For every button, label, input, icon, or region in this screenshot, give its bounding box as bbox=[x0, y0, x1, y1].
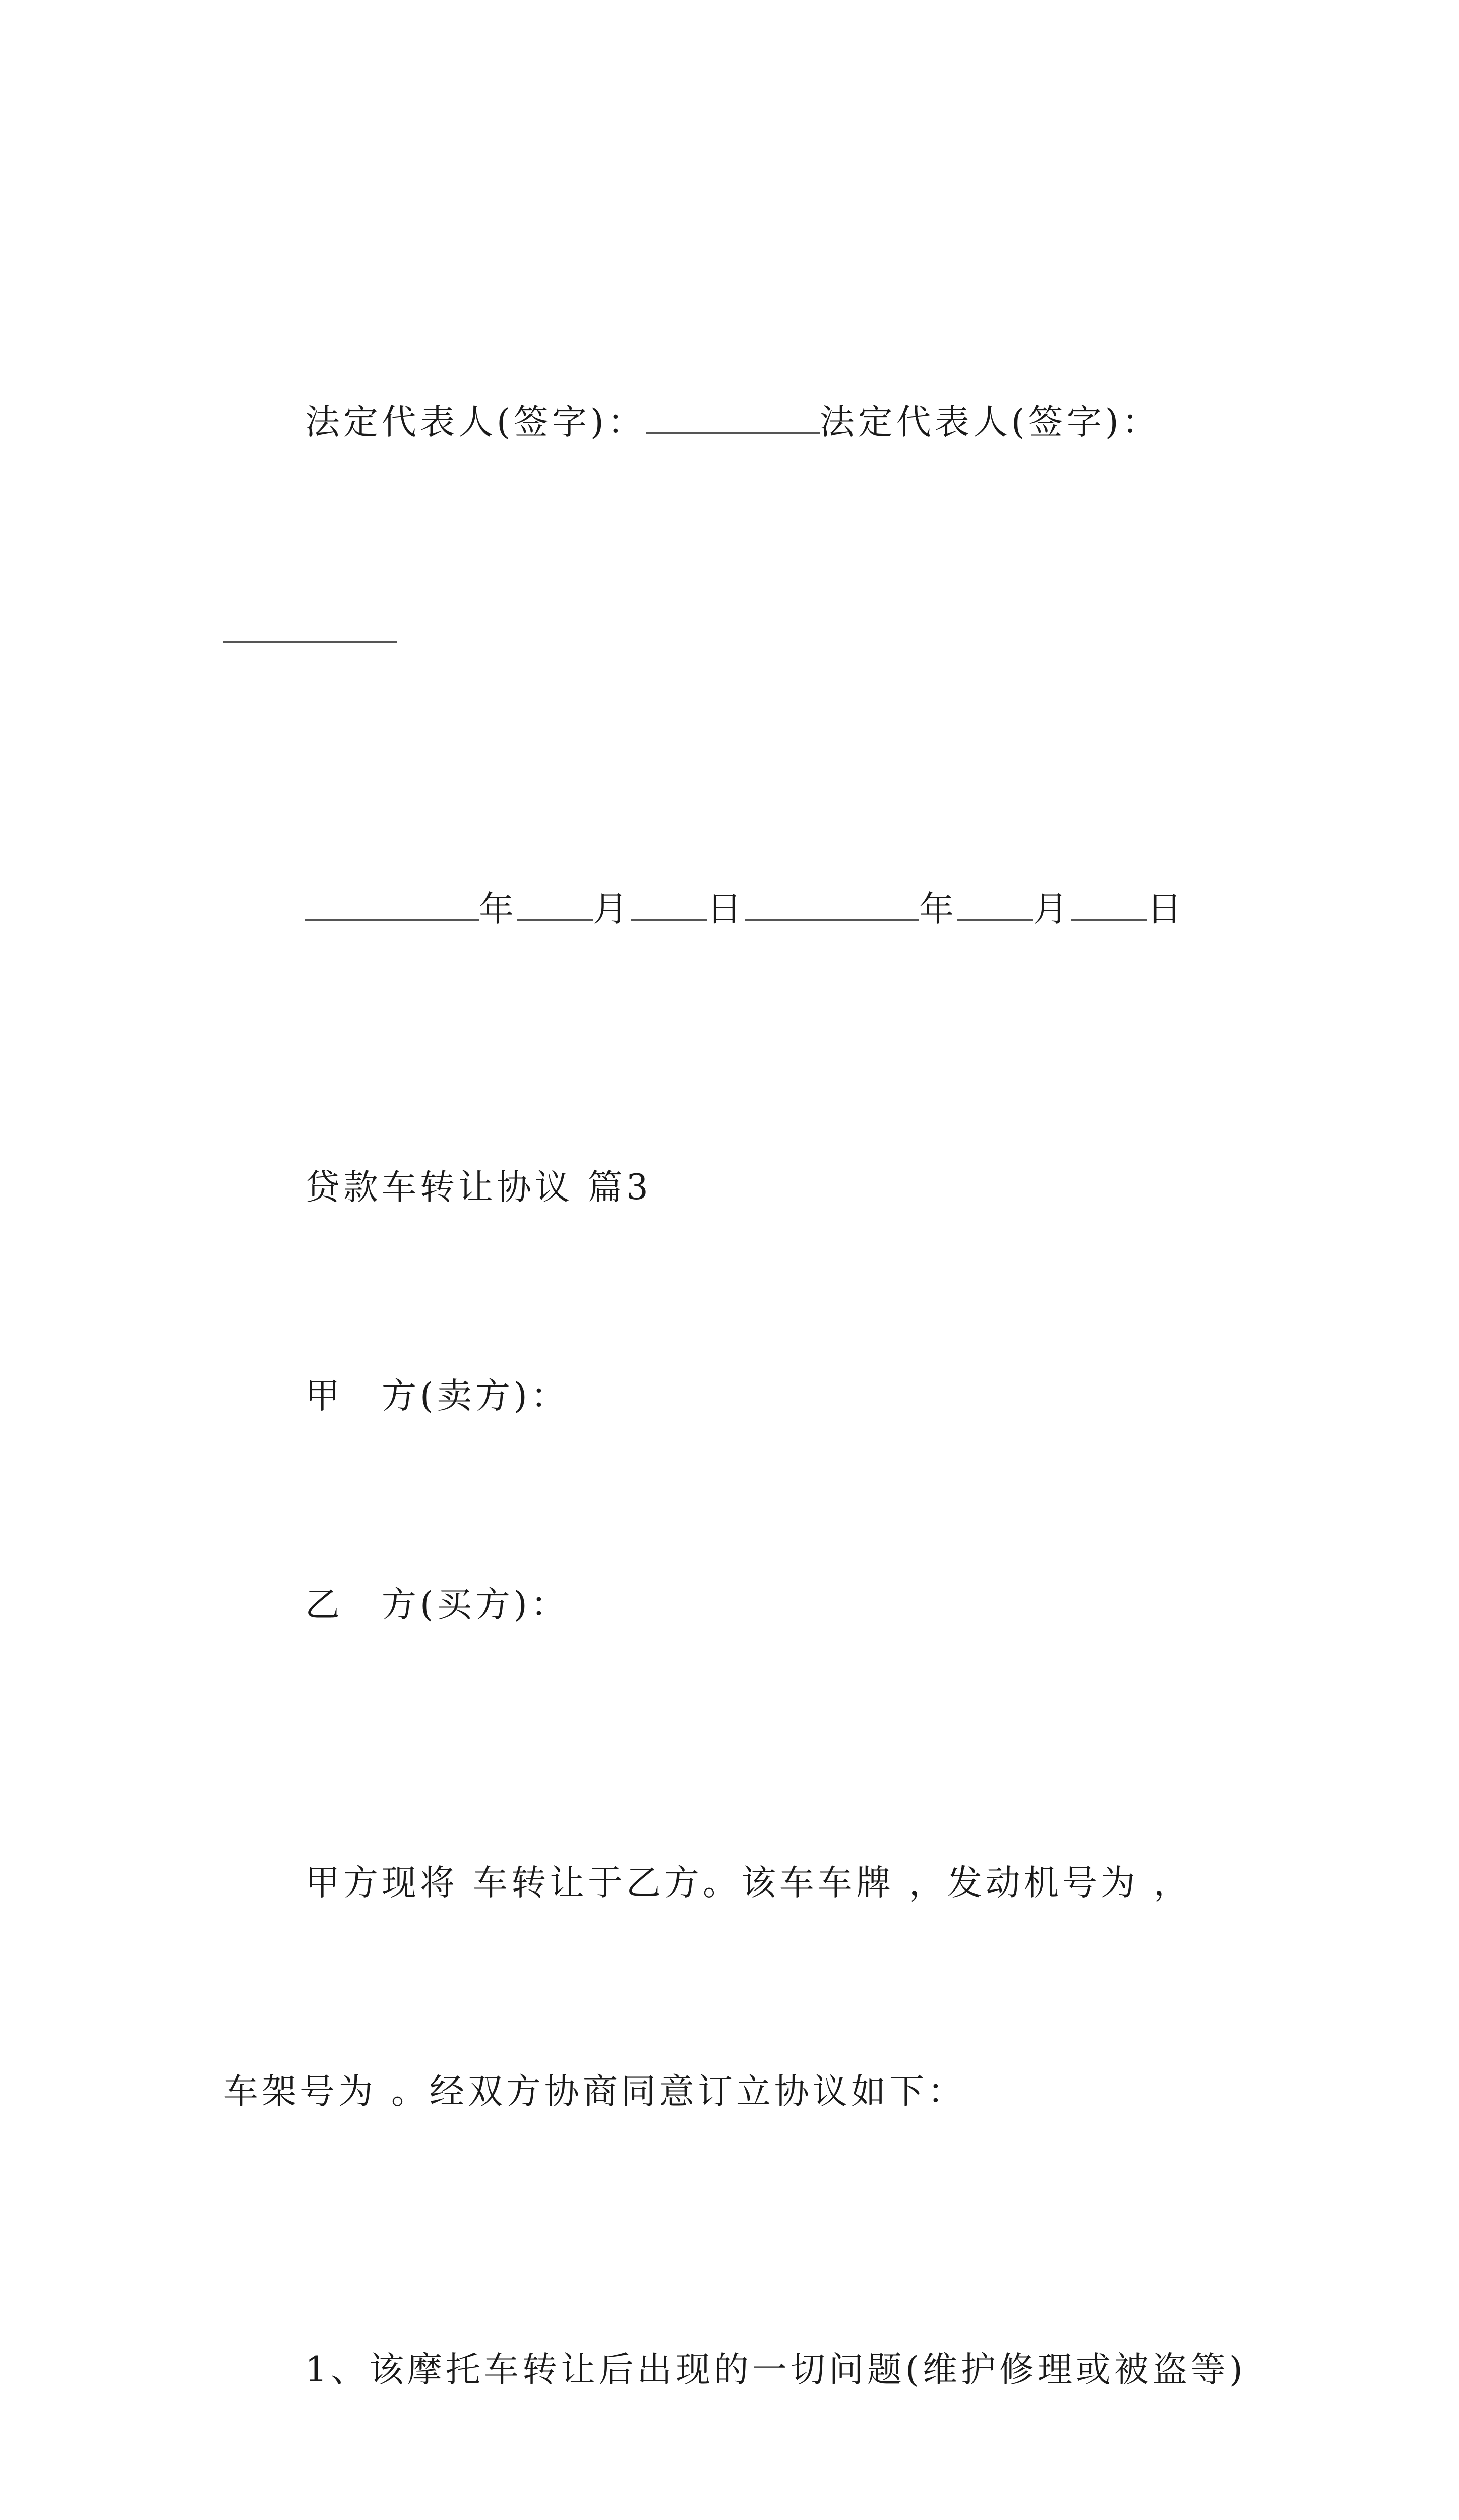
signature-continuation-line bbox=[223, 596, 1252, 666]
year-label: 年 bbox=[919, 889, 957, 929]
date-blank bbox=[517, 890, 593, 921]
date-blank bbox=[1071, 890, 1147, 921]
signature-line bbox=[223, 388, 1252, 457]
date-blank bbox=[631, 890, 707, 921]
day-label: 日 bbox=[1147, 889, 1185, 929]
date-blank bbox=[305, 890, 479, 921]
party-b: 乙 方(买方)： bbox=[305, 1585, 569, 1625]
section-title: 贷款车转让协议 篇3 bbox=[305, 1167, 652, 1208]
year-label: 年 bbox=[479, 889, 517, 929]
rep-label-right: 法定代表人(签字)： bbox=[819, 402, 1161, 443]
intro-line: 甲方现将 车转让于乙方。该车车牌 ，发动机号为 ， bbox=[305, 1863, 1192, 1903]
date-blank bbox=[745, 890, 919, 921]
party-a: 甲 方(卖方)： bbox=[305, 1376, 569, 1416]
clause-line: 1、该摩托车转让后出现的一切问题(维护修理或被盗等) bbox=[305, 2350, 1246, 2390]
day-label: 日 bbox=[707, 889, 745, 929]
month-label: 月 bbox=[593, 889, 631, 929]
date-line bbox=[223, 874, 1252, 944]
intro-line: 车架号为 。经双方协商同意订立协议如下： bbox=[223, 2071, 966, 2112]
month-label: 月 bbox=[1033, 889, 1071, 929]
signature-blank-right bbox=[223, 612, 397, 643]
date-blank bbox=[957, 890, 1033, 921]
rep-label-left: 法定代表人(签字)： bbox=[305, 402, 646, 443]
document-body bbox=[223, 179, 1252, 2520]
signature-blank-left bbox=[646, 403, 820, 434]
